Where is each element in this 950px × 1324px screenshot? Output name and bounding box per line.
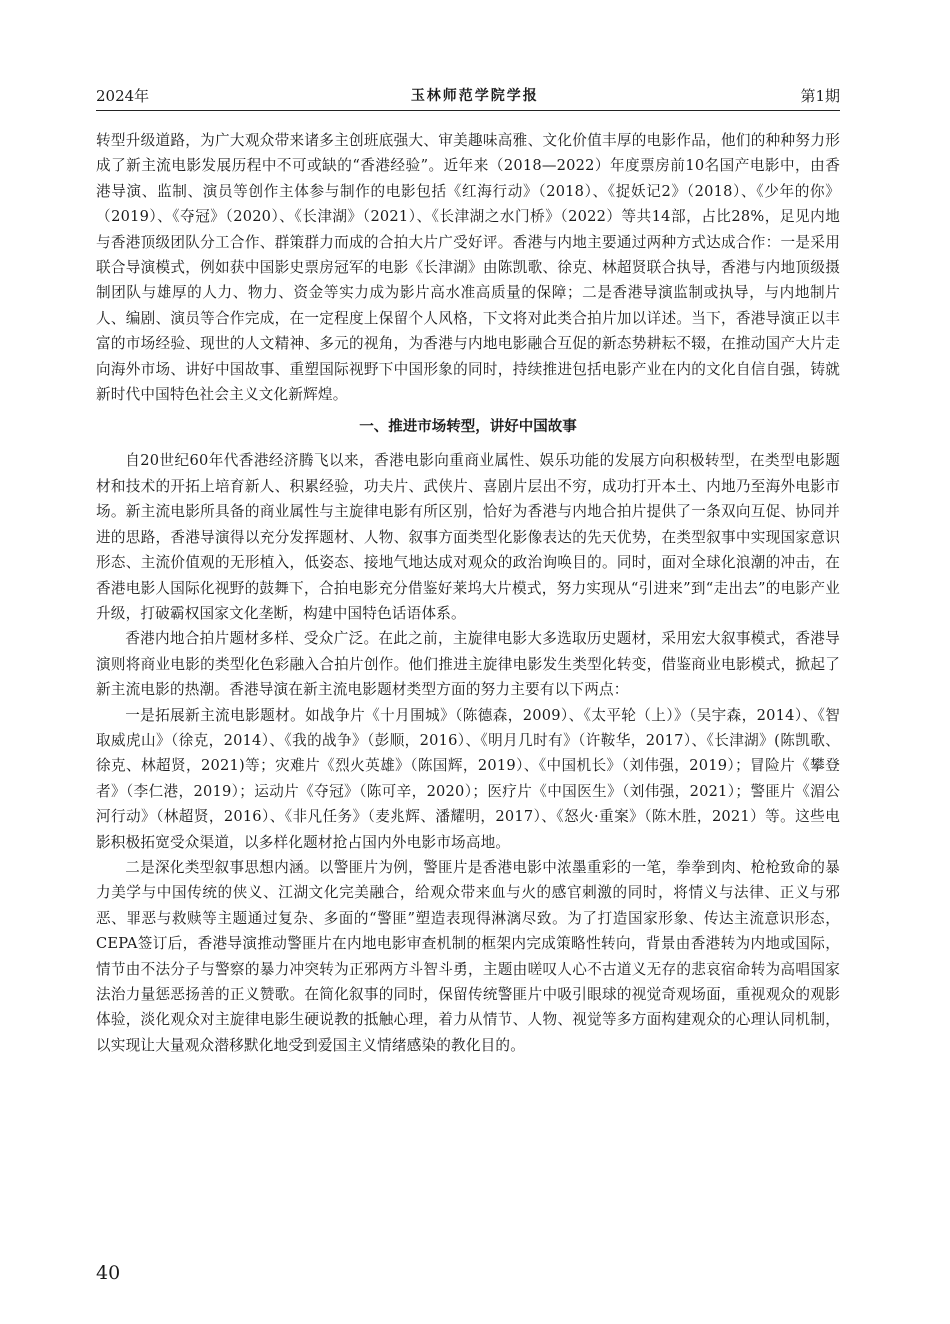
section-heading: 一、推进市场转型，讲好中国故事 (359, 419, 577, 436)
paragraph-1: 自20世纪60年代香港经济腾飞以来，香港电影向重商业属性、娱乐功能的发展方向积极转型，在类型电影题材和技术的开拓上培育新人、积累经验，功夫片、武侠片、喜剧片层出不穷，成功打开本土、内地乃至海外电影市场。新主流电影所具备的商业属性与主旋律电影有所区别，恰好为香港与内地合拍片提供了一条双向互促、协同并进的思路，香港导演得以充分发挥题材、人物、叙事方面类型化影像表达的先天优势，在类型叙事中实现国家意识形态、主流价值观的无形植入，低姿态、接地气地达成对观众的政治询唤目的。同时，面对全球化浪潮的冲击，在香港电影人国际化视野的鼓舞下，合拍电影充分借鉴好莱坞大片模式，努力实现从“引进来”到“走出去”的电影产业升级，打破霸权国家文化垄断，构建中国特色话语体系。 (96, 452, 840, 622)
paragraph-4: 二是深化类型叙事思想内涵。以警匪片为例，警匪片是香港电影中浓墨重彩的一笔，拳拳到肉、枪枪致命的暴力美学与中国传统的侠义、江湖文化完美融合，给观众带来血与火的感官刺激的同时，将情义与法律、正义与邪恶、罪恶与救赎等主题通过复杂、多面的“警匪”塑造表现得淋漓尽致。为了打造国家形象、传达主流意识形态，CEPA签订后，香港导演推动警匪片在内地电影审查机制的框架内完成策略性转向，背景由香港转为内地或国际，情节由不法分子与警察的暴力冲突转为正邪两方斗智斗勇，主题由嗟叹人心不古道义无存的悲哀宿命转为高唱国家法治力量惩恶扬善的正义赞歌。在简化叙事的同时，保留传统警匪片中吸引眼球的视觉奇观场面，重视观众的观影体验，淡化观众对主旋律电影生硬说教的抵触心理，着力从情节、人物、视觉等多方面构建观众的心理认同机制，以实现让大量观众潜移默化地受到爱国主义情绪感染的教化目的。 (96, 858, 840, 1054)
paragraph-intro: 转型升级道路，为广大观众带来诸多主创班底强大、审美趣味高雅、文化价值丰厚的电影作品，他们的种种努力形成了新主流电影发展历程中不可或缺的“香港经验”。近年来（2018—2022）年度票房前10名国产电影中，由香港导演、监制、演员等创作主体参与制作的电影包括《红海行动》（2018）、《捉妖记2》（2018）、《少年的你》（2019）、《夺冠》（2020）、《长津湖》（2021）、《长津湖之水门桥》（2022）等共14部，占比28%，足见内地与香港顶级团队分工合作、群策群力而成的合拍大片广受好评。香港与内地主要通过两种方式达成合作：一是采用联合导演模式，例如获中国影史票房冠军的电影《长津湖》由陈凯歌、徐克、林超贤联合执导，香港与内地顶级摄制团队与雄厚的人力、物力、资金等实力成为影片高水准高质量的保障；二是香港导演监制或执导，与内地制片人、编剧、演员等合作完成，在一定程度上保留个人风格，下文将对此类合拍片加以详述。当下，香港导演正以丰富的市场经验、现世的人文精神、多元的视角，为香港与内地电影融合互促的新态势耕耘不辍，在推动国产大片走向海外市场、讲好中国故事、重塑国际视野下中国形象的同时，持续推进包括电影产业在内的文化自信自强，铸就新时代中国特色社会主义文化新辉煌。 (96, 132, 840, 404)
running-header (96, 82, 840, 108)
paragraph-2: 香港内地合拍片题材多样、受众广泛。在此之前，主旋律电影大多选取历史题材，采用宏大叙事模式，香港导演则将商业电影的类型化色彩融入合拍片创作。他们推进主旋律电影发生类型化转变，借鉴商业电影模式，掀起了新主流电影的热潮。香港导演在新主流电影题材类型方面的努力主要有以下两点： (96, 630, 840, 699)
article-body (96, 128, 840, 1058)
header-journal-title: 玉林师范学院学报 (410, 88, 539, 104)
page-number: 40 (96, 1262, 121, 1284)
header-rule (96, 110, 840, 111)
header-issue: 第1期 (800, 86, 840, 105)
header-year: 2024年 (96, 86, 150, 105)
paragraph-3: 一是拓展新主流电影题材。如战争片《十月围城》（陈德森，2009）、《太平轮（上）》（吴宇森，2014）、《智取威虎山》（徐克，2014）、《我的战争》（彭顺，2016）、《明月几时有》（许鞍华，2017）、《长津湖》(陈凯歌、徐克、林超贤，2021)等；灾难片《烈火英雄》（陈国辉，2019）、《中国机长》（刘伟强，2019）；冒险片《攀登者》（李仁港，2019）；运动片《夺冠》（陈可辛，2020）；医疗片《中国医生》（刘伟强，2021）；警匪片《湄公河行动》（林超贤，2016）、《非凡任务》（麦兆辉、潘耀明，2017）、《怒火·重案》（陈木胜，2021）等。这些电影积极拓宽受众渠道，以多样化题材抢占国内外电影市场高地。 (96, 706, 840, 851)
